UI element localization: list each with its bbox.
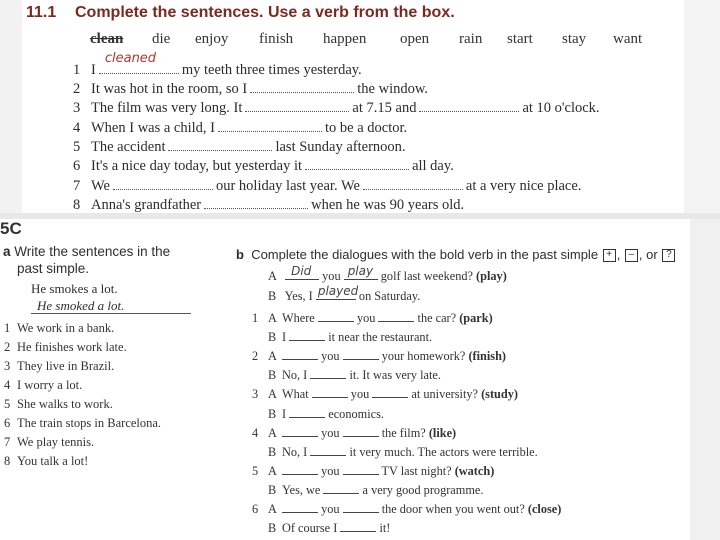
example-answer: He smoked a lot.: [37, 298, 125, 313]
dialogue-number: 3: [252, 387, 259, 402]
verb-prompt: (like): [428, 425, 457, 440]
sentence-text: The film was very long. It: [91, 100, 243, 116]
dialogue-text: you: [321, 502, 340, 516]
sentence-text: my teeth three times yesterday.: [181, 62, 362, 78]
part-b-instruction: b Complete the dialogues with the bold verb in the past simple + , – , or ?: [236, 247, 676, 262]
example-line-b: [268, 284, 421, 304]
question-box-icon: ?: [662, 249, 675, 262]
dialogue-4-line-b: [268, 444, 538, 460]
sentence-text: It's a nice day today, but yesterday it: [91, 158, 303, 174]
speaker-label: B: [268, 521, 277, 536]
answer-blank[interactable]: [363, 176, 463, 190]
page-edge-right: [690, 219, 720, 540]
example-answer-line: [31, 313, 191, 314]
speaker-label: A: [268, 269, 277, 283]
dialogue-text: TV last night?: [381, 463, 452, 478]
example-prompt: He smokes a lot.: [31, 281, 118, 296]
page-divider: [0, 213, 720, 219]
dialogue-number: 4: [252, 425, 259, 440]
sentence-7: [73, 176, 581, 195]
speaker-label: B: [268, 330, 277, 345]
dialogue-text: your homework?: [381, 349, 466, 364]
page-edge-left: [0, 0, 22, 213]
speaker-label: B: [268, 482, 277, 497]
sentence-number: 5: [73, 139, 81, 155]
answer-blank[interactable]: [323, 482, 359, 494]
item-number: 7: [4, 435, 11, 449]
dialogue-3-line-b: [268, 406, 384, 422]
list-item: [4, 340, 127, 355]
word-box-item: die: [152, 31, 171, 47]
verb-prompt: (park): [459, 311, 493, 325]
speaker-label: B: [268, 368, 277, 383]
item-number: 6: [4, 416, 11, 430]
dialogue-1-line-b: [268, 329, 432, 345]
dialogue-text: a very good programme.: [362, 482, 484, 497]
answer-blank[interactable]: [310, 444, 346, 456]
answer-blank[interactable]: [218, 118, 322, 132]
answer-blank[interactable]: [305, 156, 409, 170]
handwritten-answer: play: [347, 264, 374, 278]
verb-prompt: (watch): [454, 463, 495, 478]
dialogue-text: economics.: [328, 406, 384, 421]
answer-blank[interactable]: [343, 501, 379, 513]
handwritten-answer: played: [317, 284, 359, 298]
sentence-number: 8: [73, 197, 81, 213]
dialogue-5-line-b: [268, 482, 483, 498]
answer-blank[interactable]: [282, 348, 318, 360]
dialogue-number: 5: [252, 463, 259, 478]
speaker-label: A: [268, 502, 277, 516]
sentence-number: 6: [73, 158, 81, 174]
verb-prompt: (finish): [468, 349, 507, 364]
item-text: He finishes work late.: [17, 340, 127, 354]
section-label: 5C: [0, 219, 22, 238]
dialogue-text: No, I: [282, 368, 308, 383]
part-a-instruction: [3, 244, 170, 259]
dialogue-text: it very much. The actors were terrible.: [349, 444, 538, 459]
word-box-item: finish: [259, 31, 294, 47]
verb-prompt: (play): [476, 269, 507, 283]
sentence-text: all day.: [412, 158, 454, 174]
speaker-label: A: [268, 425, 277, 440]
answer-blank[interactable]: [316, 284, 359, 300]
sentence-4: [73, 118, 407, 137]
item-number: 1: [4, 321, 11, 335]
dialogue-text: you: [321, 463, 340, 478]
word-box-item: want: [613, 31, 643, 47]
dialogue-text: Where: [282, 311, 315, 325]
item-text: We work in a bank.: [17, 321, 115, 335]
dialogue-5-line-a: [252, 463, 494, 479]
sentence-text: The accident: [91, 139, 166, 155]
sentence-5: [73, 137, 406, 156]
item-number: 2: [4, 340, 11, 354]
dialogue-text: the car?: [417, 311, 457, 325]
answer-blank[interactable]: [245, 98, 349, 112]
sentence-text: We: [91, 178, 110, 194]
dialogue-text: I: [282, 330, 287, 345]
plus-box-icon: +: [603, 249, 616, 262]
answer-blank[interactable]: [282, 425, 318, 437]
dialogue-text: No, I: [282, 444, 308, 459]
dialogue-number: 6: [252, 502, 259, 516]
dialogue-2-line-b: [268, 367, 441, 383]
dialogue-text: you: [322, 269, 341, 283]
dialogue-6-line-b: [268, 520, 390, 536]
verb-prompt: (close): [527, 502, 562, 516]
instruction-text: , or: [638, 247, 658, 262]
answer-blank[interactable]: [378, 310, 414, 322]
sentence-text: at a very nice place.: [465, 178, 582, 194]
answer-blank[interactable]: [282, 501, 318, 513]
sentence-text: to be a doctor.: [325, 120, 408, 136]
list-item: [4, 435, 94, 450]
answer-blank[interactable]: [343, 463, 379, 475]
dialogue-number: 2: [252, 349, 259, 364]
word-box-item: start: [507, 31, 533, 47]
answer-blank[interactable]: [289, 329, 325, 341]
list-item: [4, 416, 161, 431]
sentence-2: [73, 79, 428, 98]
sentence-text: at 10 o'clock.: [522, 100, 600, 116]
dialogue-text: Of course I: [282, 521, 338, 536]
item-number: 8: [4, 454, 11, 468]
item-text: I worry a lot.: [17, 378, 83, 392]
dialogue-text: it!: [379, 521, 391, 536]
dialogue-text: at university?: [411, 387, 478, 402]
dialogue-text: on Saturday.: [358, 289, 421, 303]
speaker-label: A: [268, 463, 277, 478]
list-item: [4, 454, 88, 469]
dialogue-text: it near the restaurant.: [328, 330, 433, 345]
page-edge-right: [684, 0, 720, 213]
item-text: We play tennis.: [17, 435, 95, 449]
sentence-3: [73, 98, 600, 117]
part-letter: b: [236, 247, 244, 262]
answer-blank[interactable]: [168, 137, 272, 151]
word-box-item: happen: [323, 31, 367, 47]
dialogue-text: golf last weekend?: [380, 269, 473, 283]
item-text: She walks to work.: [17, 397, 113, 411]
sentence-text: our holiday last year. We: [215, 178, 360, 194]
sentence-text: at 7.15 and: [352, 100, 417, 116]
sentence-text: When I was a child, I: [91, 120, 216, 136]
dialogue-6-line-a: [252, 501, 561, 517]
answer-blank[interactable]: [318, 310, 354, 322]
dialogue-2-line-a: [252, 348, 506, 364]
answer-blank[interactable]: [310, 367, 346, 379]
answer-blank[interactable]: [289, 406, 325, 418]
answer-blank[interactable]: [282, 463, 318, 475]
dialogue-text: Yes, we: [282, 482, 321, 497]
speaker-label: B: [268, 444, 277, 459]
handwritten-answer: Did: [291, 264, 312, 278]
sentence-number: 3: [73, 100, 81, 116]
dialogue-3-line-a: [252, 386, 518, 402]
answer-blank[interactable]: [113, 176, 213, 190]
sentence-6: [73, 156, 454, 175]
dialogue-number: 1: [252, 311, 259, 325]
handwritten-answer: cleaned: [104, 51, 157, 66]
dialogue-text: you: [321, 425, 340, 440]
dialogue-text: the film?: [381, 425, 426, 440]
dialogue-text: you: [321, 349, 340, 364]
sentence-text: when he was 90 years old.: [311, 197, 465, 213]
item-text: The train stops in Barcelona.: [17, 416, 162, 430]
exercise-title: Complete the sentences. Use a verb from the box.: [75, 4, 455, 21]
item-number: 4: [4, 378, 11, 392]
sentence-1: [73, 51, 362, 79]
word-box-item: stay: [562, 31, 587, 47]
verb-prompt: (study): [481, 387, 518, 402]
answer-blank[interactable]: [343, 425, 379, 437]
sentence-text: Anna's grandfather: [91, 197, 202, 213]
part-a-instruction-cont: past simple.: [17, 261, 90, 276]
sentence-text: the window.: [357, 81, 429, 97]
answer-blank[interactable]: [204, 195, 308, 209]
word-box-item: rain: [459, 31, 483, 47]
minus-box-icon: –: [625, 249, 638, 262]
answer-blank[interactable]: [285, 264, 319, 280]
dialogue-text: you: [350, 387, 370, 402]
speaker-label: B: [268, 289, 277, 303]
item-text: You talk a lot!: [17, 454, 89, 468]
word-box-item: clean: [90, 31, 124, 47]
dialogue-text: Yes, I: [284, 289, 313, 303]
sentence-number: 1: [73, 62, 81, 78]
list-item: [4, 321, 114, 336]
dialogue-text: it. It was very late.: [349, 368, 441, 383]
speaker-label: A: [268, 311, 277, 325]
dialogue-text: you: [356, 311, 376, 325]
sentence-number: 2: [73, 81, 81, 97]
sentence-text: It was hot in the room, so I: [91, 81, 248, 97]
sentence-text: last Sunday afternoon.: [275, 139, 406, 155]
item-number: 5: [4, 397, 11, 411]
part-letter: a: [3, 244, 11, 259]
example-line-a: [268, 264, 507, 284]
answer-blank[interactable]: [250, 79, 354, 93]
list-item: [4, 397, 113, 412]
speaker-label: B: [268, 406, 277, 421]
sentence-text: I: [91, 62, 96, 78]
sentence-8: [73, 195, 464, 214]
answer-blank[interactable]: [312, 386, 348, 398]
dialogue-4-line-a: [252, 425, 456, 441]
sentence-number: 4: [73, 120, 81, 136]
answer-blank[interactable]: [344, 264, 378, 280]
dialogue-text: the door when you went out?: [381, 502, 525, 516]
sentence-number: 7: [73, 178, 81, 194]
list-item: [4, 359, 114, 374]
answer-blank[interactable]: [99, 51, 179, 74]
word-box-item: enjoy: [195, 31, 229, 47]
dialogue-text: I: [282, 406, 287, 421]
answer-blank[interactable]: [372, 386, 408, 398]
exercise-number: 11.1: [26, 4, 57, 21]
answer-blank[interactable]: [419, 98, 519, 112]
word-box-item: open: [400, 31, 430, 47]
dialogue-text: What: [282, 387, 309, 402]
speaker-label: A: [268, 387, 277, 402]
answer-blank[interactable]: [343, 348, 379, 360]
item-text: They live in Brazil.: [17, 359, 115, 373]
instruction-text: Write the sentences in the: [14, 244, 171, 259]
speaker-label: A: [268, 349, 277, 364]
list-item: [4, 378, 82, 393]
item-number: 3: [4, 359, 11, 373]
dialogue-1-line-a: [252, 310, 493, 326]
instruction-text: Complete the dialogues with the bold verb in the past simple: [251, 247, 599, 262]
answer-blank[interactable]: [340, 520, 376, 532]
